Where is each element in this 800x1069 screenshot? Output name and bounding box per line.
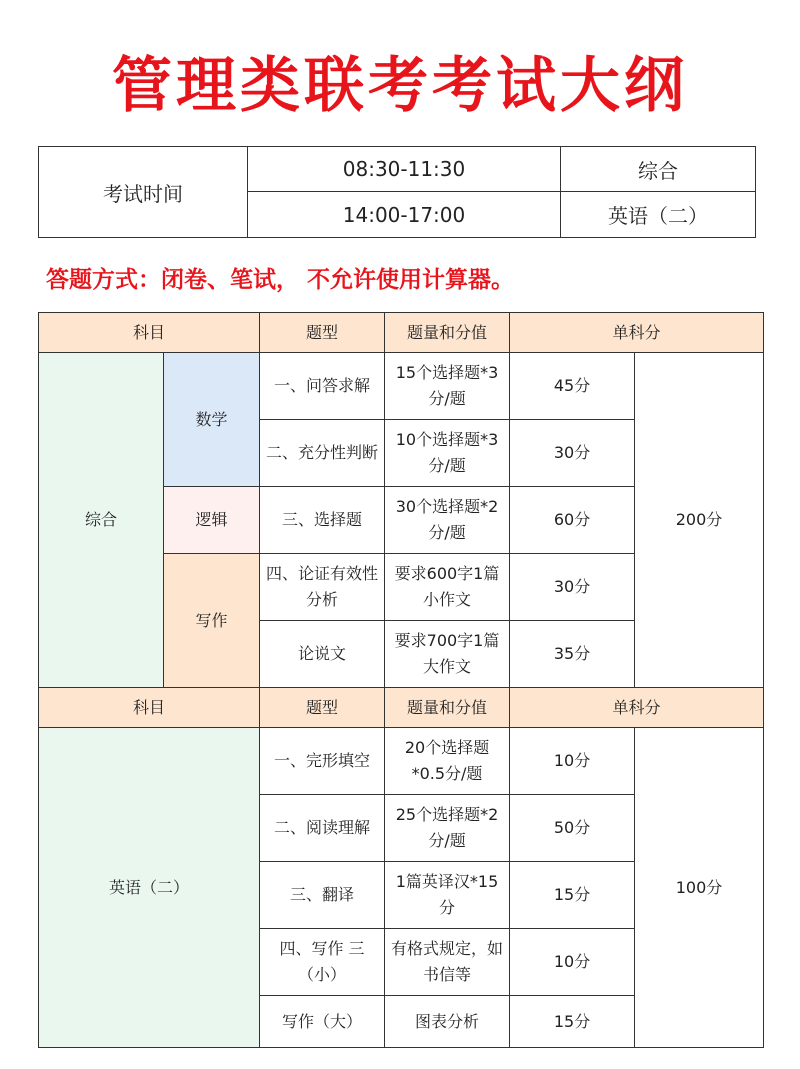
exam-time-table <box>38 146 756 238</box>
question-score: 15分 <box>510 862 635 929</box>
question-quantity: 图表分析 <box>385 996 510 1048</box>
subject-morning: 综合 <box>561 147 756 192</box>
question-quantity: 15个选择题*3分/题 <box>385 353 510 420</box>
time-slot-afternoon: 14:00-17:00 <box>248 192 561 238</box>
question-type: 三、选择题 <box>260 487 385 554</box>
header-type: 题型 <box>260 688 385 728</box>
english-total-score: 100分 <box>635 728 764 1048</box>
question-quantity: 20个选择题*0.5分/题 <box>385 728 510 795</box>
question-type: 写作（大） <box>260 996 385 1048</box>
question-quantity: 30个选择题*2分/题 <box>385 487 510 554</box>
question-quantity: 1篇英译汉*15分 <box>385 862 510 929</box>
page-title: 管理类联考考试大纲 <box>112 51 688 121</box>
header-score: 单科分 <box>510 313 764 353</box>
question-type: 三、翻译 <box>260 862 385 929</box>
table-row <box>39 728 764 795</box>
question-type: 二、充分性判断 <box>260 420 385 487</box>
time-slot-morning: 08:30-11:30 <box>248 147 561 192</box>
section-logic: 逻辑 <box>164 487 260 554</box>
question-score: 60分 <box>510 487 635 554</box>
question-score: 50分 <box>510 795 635 862</box>
header-subject: 科目 <box>39 313 260 353</box>
header-quantity: 题量和分值 <box>385 313 510 353</box>
question-score: 15分 <box>510 996 635 1048</box>
question-type: 二、阅读理解 <box>260 795 385 862</box>
question-quantity: 10个选择题*3分/题 <box>385 420 510 487</box>
syllabus-table <box>38 312 764 1048</box>
answer-method-notice: 答题方式：闭卷、笔试， 不允许使用计算器。 <box>46 267 515 293</box>
question-score: 10分 <box>510 929 635 996</box>
question-type: 四、写作 三（小） <box>260 929 385 996</box>
header-subject: 科目 <box>39 688 260 728</box>
question-type: 一、完形填空 <box>260 728 385 795</box>
question-quantity: 有格式规定，如书信等 <box>385 929 510 996</box>
question-type: 一、问答求解 <box>260 353 385 420</box>
header-score: 单科分 <box>510 688 764 728</box>
question-quantity: 要求700字1篇大作文 <box>385 621 510 688</box>
section-writing: 写作 <box>164 554 260 688</box>
table-row <box>39 353 764 420</box>
header-quantity: 题量和分值 <box>385 688 510 728</box>
table-header-row <box>39 688 764 728</box>
exam-time-label: 考试时间 <box>39 147 248 238</box>
general-total-score: 200分 <box>635 353 764 688</box>
header-type: 题型 <box>260 313 385 353</box>
question-type: 论说文 <box>260 621 385 688</box>
subject-general: 综合 <box>39 353 164 688</box>
section-math: 数学 <box>164 353 260 487</box>
question-score: 45分 <box>510 353 635 420</box>
table-header-row <box>39 313 764 353</box>
question-score: 30分 <box>510 554 635 621</box>
subject-english: 英语（二） <box>39 728 260 1048</box>
question-score: 30分 <box>510 420 635 487</box>
question-type: 四、论证有效性分析 <box>260 554 385 621</box>
question-score: 10分 <box>510 728 635 795</box>
question-score: 35分 <box>510 621 635 688</box>
question-quantity: 25个选择题*2分/题 <box>385 795 510 862</box>
question-quantity: 要求600字1篇小作文 <box>385 554 510 621</box>
subject-afternoon: 英语（二） <box>561 192 756 238</box>
